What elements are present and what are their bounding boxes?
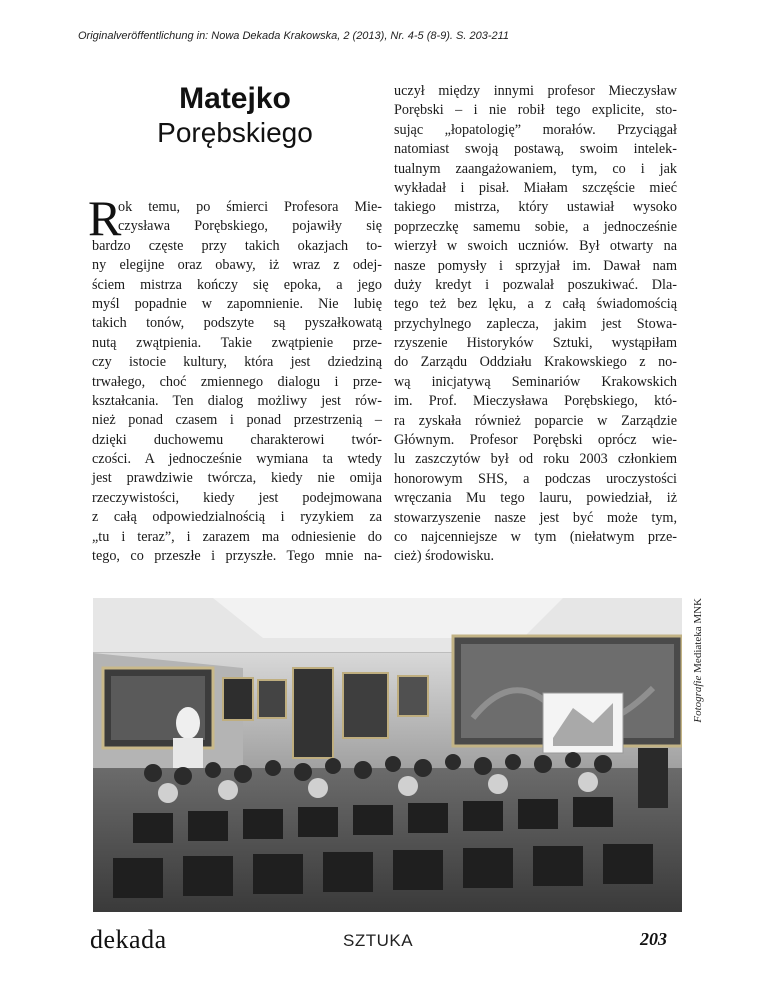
text-line: takiego mistrza, który ustawiał wysoko — [394, 199, 677, 216]
text-line: stowarzyszenie nasze jest być może tym, — [394, 509, 677, 526]
text-line: nież ponad czasem i ponad przestrzenią – — [92, 412, 382, 429]
text-column-left — [92, 198, 382, 566]
text-line: wą inicjatywą Seminariów Krakowskich — [394, 373, 677, 390]
text-line: im. Prof. Mieczysława Porębskiego, któ- — [394, 393, 677, 410]
article-title — [130, 82, 340, 149]
text-line: takich tonów, podszyte są pyszałkowatą — [92, 315, 382, 332]
text-line: jest prawdziwie twórcza, kiedy nie omija — [92, 470, 382, 487]
title-main: Matejko — [179, 82, 291, 115]
text-line: dzięki duchowemu charakterowi twór- — [92, 431, 382, 448]
dekada-logo: dekada — [90, 925, 167, 954]
text-line: tualnym zaangażowaniem, tym, co i jak — [394, 160, 677, 177]
text-line: bardzo częste przy takich okazjach to- — [92, 237, 382, 254]
text-line: nasze pomysły i sprzyjał im. Dawał nam — [394, 257, 677, 274]
text-line: z całą odpowiedzialnością i ryzykiem za — [92, 509, 382, 526]
text-line: nutą zwątpienia. Takie zwątpienie prze- — [92, 334, 382, 351]
text-line: rzyszenie Historyków Sztuki, wystąpiłam — [394, 335, 677, 352]
text-line: ra zyskała również poparcie w Zarządzie — [394, 412, 677, 429]
text-line: wierzył w swoich uczniów. Był otwarty na — [394, 238, 677, 255]
page-number: 203 — [640, 929, 667, 949]
text-line: kształcania. Ten dialog możliwy jest rów- — [92, 392, 382, 409]
text-line: ok temu, po śmierci Profesora Mie- — [118, 199, 382, 215]
text-line: poprzeczkę samemu sobie, a jednocześnie — [394, 218, 677, 235]
photo-credit — [688, 598, 768, 912]
text-line: Porębski – i nie robił tego explicite, sto- — [394, 102, 677, 119]
text-line: Głównym. Profesor Porębski oprócz wie- — [394, 432, 677, 449]
section-name: SZTUKA — [343, 931, 414, 950]
text-line: honorowym SHS, a podczas uroczystości — [394, 470, 677, 487]
drop-cap: R — [88, 190, 122, 246]
text-line: tego, co przeszłe i przyszłe. Tego mnie na- — [92, 548, 382, 565]
text-line: wręczania Mu tego lauru, powiedział, iż — [394, 490, 677, 507]
citation-header: Originalveröffentlichung in: Nowa Dekada Krakowska, 2 (2013), Nr. 4-5 (8-9). S. 203-211 — [78, 30, 510, 42]
text-line: wykładał i pisał. Miałam szczęście mieć — [394, 179, 677, 196]
text-line: uczył między innymi profesor Mieczysław — [394, 83, 677, 99]
text-line: „tu i teraz”, i zarazem ma odniesienie do — [92, 528, 382, 545]
text-line: trwałego, choć zmiennego dialogu i prze- — [92, 373, 382, 390]
text-line: do Zarządu Oddziału Krakowskiego z no- — [394, 354, 677, 371]
gallery-photo — [93, 598, 682, 912]
title-sub: Porębskiego — [157, 116, 313, 148]
text-line: rzeczywistości, kiedy jest podejmowana — [92, 489, 382, 506]
text-line: lu zaszczytów był od roku 2003 członkiem — [394, 451, 677, 468]
photo-credit-rest: Mediateka MNK — [692, 598, 704, 676]
text-line: co najcenniejsze w tym (niełatwym prze- — [394, 528, 677, 545]
text-line: czy istocie kultury, która jest dziedziną — [92, 354, 382, 371]
text-line: ściem mistrza kończy się epoka, a jego — [92, 276, 382, 293]
text-line: myśl popadnie w zapomnienie. Nie lubię — [92, 295, 382, 312]
text-line: duży kredyt i pozwalał poszukiwać. Dla- — [394, 276, 677, 293]
text-line: sując „łopatologię” morałów. Przyciągał — [394, 121, 677, 138]
text-line: natomiast swoją postawą, swoim intelek- — [394, 141, 677, 158]
text-line: czości. A jednocześnie wymiana ta wtedy — [92, 451, 382, 468]
text-line: tego też bez lęku, a z całą świadomością — [394, 296, 677, 313]
text-column-right — [394, 82, 677, 567]
photo-credit-italic: Fotografie — [692, 675, 704, 723]
text-line: przychylnego zaplecza, jakim jest Stowa- — [394, 315, 677, 332]
text-line: ny elegijne oraz obawy, iż wraz z odej- — [92, 257, 382, 274]
text-line: czysława Porębskiego, pojawiły się — [118, 218, 382, 235]
text-line: cież) środowisku. — [394, 548, 495, 565]
